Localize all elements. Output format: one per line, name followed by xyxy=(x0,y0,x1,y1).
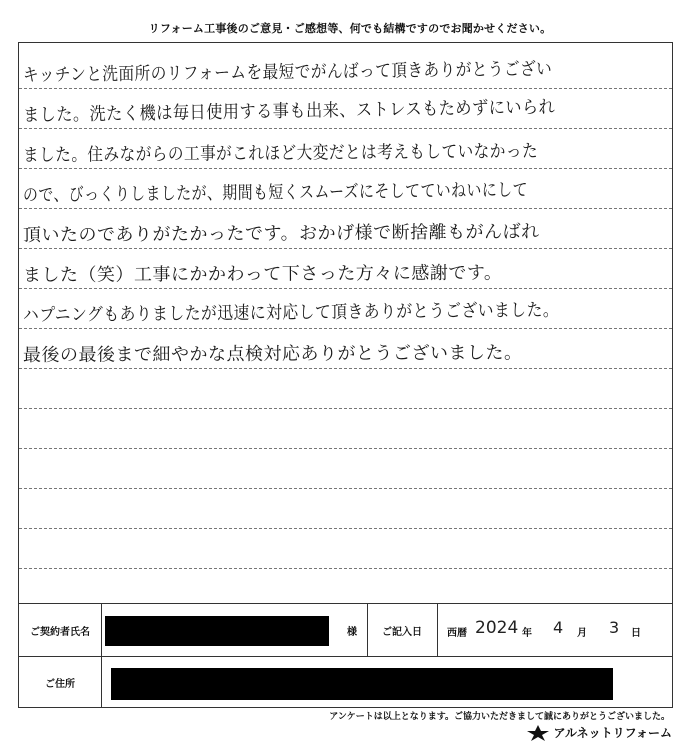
contract-row xyxy=(19,604,672,657)
handwritten-line: ました（笑）工事にかかわって下さった方々に感謝です。 xyxy=(22,262,503,286)
ruled-line xyxy=(19,288,672,289)
handwriting-area xyxy=(19,43,672,603)
ruled-line xyxy=(19,448,672,449)
day-value: 3 xyxy=(609,618,620,637)
customer-info-table xyxy=(19,603,672,708)
handwritten-line: キッチンと洗面所のリフォームを最短でがんばって頂きありがとうござい xyxy=(22,58,553,86)
ruled-line xyxy=(19,208,672,209)
year-unit: 年 xyxy=(522,628,532,639)
divider xyxy=(101,604,102,656)
handwritten-line: ハプニングもありましたが迅速に対応して頂きありがとうございました。 xyxy=(22,299,560,326)
ruled-line xyxy=(19,368,672,369)
handwritten-line: 頂いたのでありがたかったです。おかげ様で断捨離もがんばれ xyxy=(22,221,540,246)
era-label: 西暦 xyxy=(447,628,467,639)
redacted-address xyxy=(111,668,613,700)
redacted-name xyxy=(105,616,329,646)
company-logo xyxy=(527,724,672,741)
ruled-line xyxy=(19,168,672,169)
divider xyxy=(437,604,438,656)
honorific-label: 様 xyxy=(347,626,357,638)
survey-prompt: リフォーム工事後のご意見・ご感想等、何でも結構ですのでお聞かせください。 xyxy=(148,22,552,35)
handwritten-line: ました。洗たく機は毎日使用する事も出来、ストレスもためずにいられ xyxy=(22,96,556,126)
ruled-line xyxy=(19,488,672,489)
year-value: 2024 xyxy=(475,618,519,638)
ruled-line xyxy=(19,248,672,249)
address-label: ご住所 xyxy=(45,678,75,690)
ruled-line xyxy=(19,128,672,129)
handwritten-line: ので、びっくりしましたが、期間も短くスムーズにそしてていねいにして xyxy=(22,179,528,206)
ruled-line xyxy=(19,88,672,89)
closing-message: アンケートは以上となります。ご協力いただきまして誠にありがとうございました。 xyxy=(329,712,670,722)
entry-date-label: ご記入日 xyxy=(382,626,422,638)
contract-name-label: ご契約者氏名 xyxy=(30,626,90,638)
ruled-line xyxy=(19,328,672,329)
ruled-line xyxy=(19,568,672,569)
ruled-line xyxy=(19,528,672,529)
month-unit: 月 xyxy=(577,628,587,639)
divider xyxy=(101,656,102,708)
address-row xyxy=(19,656,672,708)
logo-mark-icon xyxy=(527,725,549,741)
handwritten-line: ました。住みながらの工事がこれほど大変だとは考えもしていなかった xyxy=(22,140,539,166)
company-name: アルネットリフォーム xyxy=(553,726,672,740)
day-unit: 日 xyxy=(631,628,641,639)
month-value: 4 xyxy=(553,618,564,637)
ruled-line xyxy=(19,408,672,409)
feedback-form xyxy=(18,42,673,708)
handwritten-line: 最後の最後まで細やかな点検対応ありがとうございました。 xyxy=(22,342,523,366)
